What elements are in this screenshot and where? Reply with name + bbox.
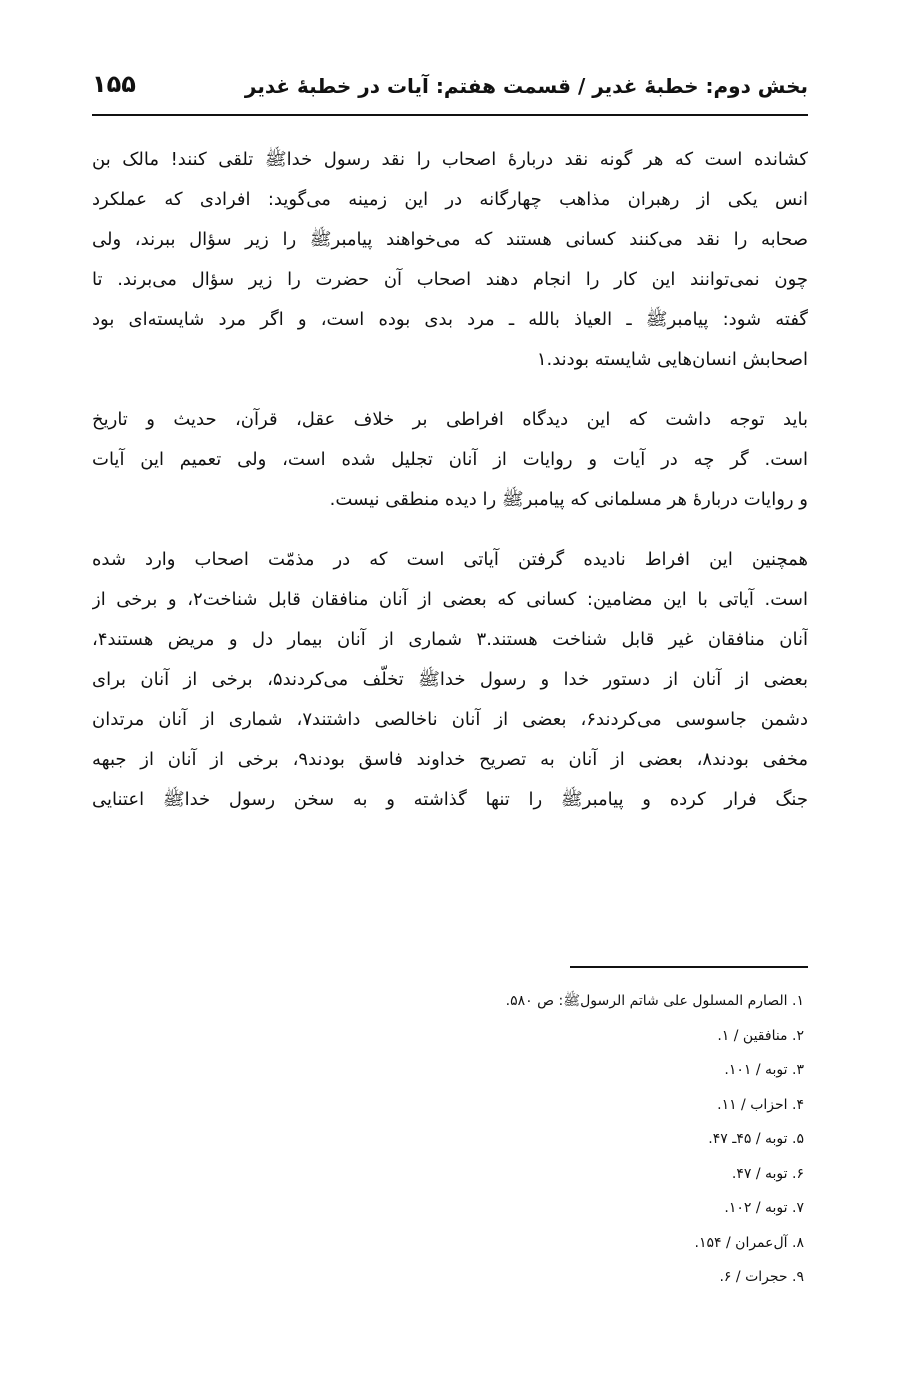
text-line: انس یکی از رهبران مذاهب چهارگانه در این زمینه می‌گوید: افرادی که عملکرد [92,189,808,210]
footnote-item: ۱. الصارم المسلول علی شاتم الرسولﷺ: ص ۵۸۰. [505,993,804,1009]
text-line: بعضی از آنان از دستور خدا و رسول خداﷺ تخلّف می‌کردند۵، برخی از آنان برای [92,669,808,690]
text-line: اصحابش انسان‌هایی شایسته بودند.۱ [536,349,808,370]
footnote-divider [570,966,808,968]
text-line: و روایات دربارهٔ هر مسلمانی که پیامبرﷺ را دیده منطقی نیست. [329,489,808,510]
text-line: چون نمی‌توانند این کار را انجام دهند اصحاب آن حضرت را زیر سؤال می‌برند. تا [92,269,808,290]
text-line: جنگ فرار کرده و پیامبرﷺ را تنها گذاشته و به سخن رسول خداﷺ اعتنایی [92,789,808,810]
main-text [92,140,808,820]
paragraph-3 [92,540,808,820]
text-line: آنان منافقان غیر قابل شناخت هستند.۳ شماری از آنان بیمار دل و مریض هستند۴، [92,629,808,650]
footnote-item: ۲. منافقین / ۱. [717,1027,804,1044]
text-line: است. آیاتی با این مضامین: کسانی که بعضی از آنان منافقان قابل شناخت۲، و برخی از [92,589,808,610]
page-number: ۱۵۵ [92,70,136,98]
text-line: مخفی بودند۸، بعضی از آنان به تصریح خداوند فاسق بودند۹، برخی از آنان از جبهه [92,749,808,770]
text-line: همچنین این افراط نادیده گرفتن آیاتی است که در مذمّت اصحاب وارد شده [92,549,808,570]
text-line: باید توجه داشت که این دیدگاه افراطی بر خلاف عقل، قرآن، حدیث و تاریخ [92,409,808,430]
text-line: صحابه را نقد می‌کنند کسانی هستند که می‌خواهند پیامبرﷺ را زیر سؤال ببرند، ولی [92,229,808,250]
text-line: گفته شود: پیامبرﷺ ـ العیاذ بالله ـ مرد بدی بوده است، و اگر مرد شایسته‌ای بود [92,309,808,330]
page-header [92,62,808,116]
footnote-item: ۹. حجرات / ۶. [719,1269,804,1285]
footnote-item: ۴. احزاب / ۱۱. [717,1096,804,1113]
footnote-item: ۵. توبه / ۴۵ـ ۴۷. [708,1131,804,1147]
footnote-item: ۷. توبه / ۱۰۲. [724,1200,804,1216]
text-line: دشمن جاسوسی می‌کردند۶، بعضی از آنان ناخالصی داشتند۷، شماری از آنان مرتدان [92,709,808,730]
running-header-title: بخش دوم: خطبهٔ غدیر / قسمت هفتم: آیات در خطبهٔ غدیر [244,74,808,98]
text-line: کشانده است که هر گونه نقد دربارهٔ اصحاب را نقد رسول خداﷺ تلقی کنند! مالک بن [92,149,808,170]
paragraph-1 [92,140,808,380]
text-line: است. گر چه در آیات و روایات از آنان تجلیل شده است، ولی تعمیم این آیات [92,449,808,470]
paragraph-spacer [92,380,808,400]
footnote-item: ۸. آل‌عمران / ۱۵۴. [694,1234,804,1251]
footnote-item: ۶. توبه / ۴۷. [731,1165,804,1182]
footnote-item: ۳. توبه / ۱۰۱. [724,1062,804,1078]
footnotes-list [92,984,808,1295]
paragraph-spacer [92,520,808,540]
paragraph-2 [92,400,808,520]
